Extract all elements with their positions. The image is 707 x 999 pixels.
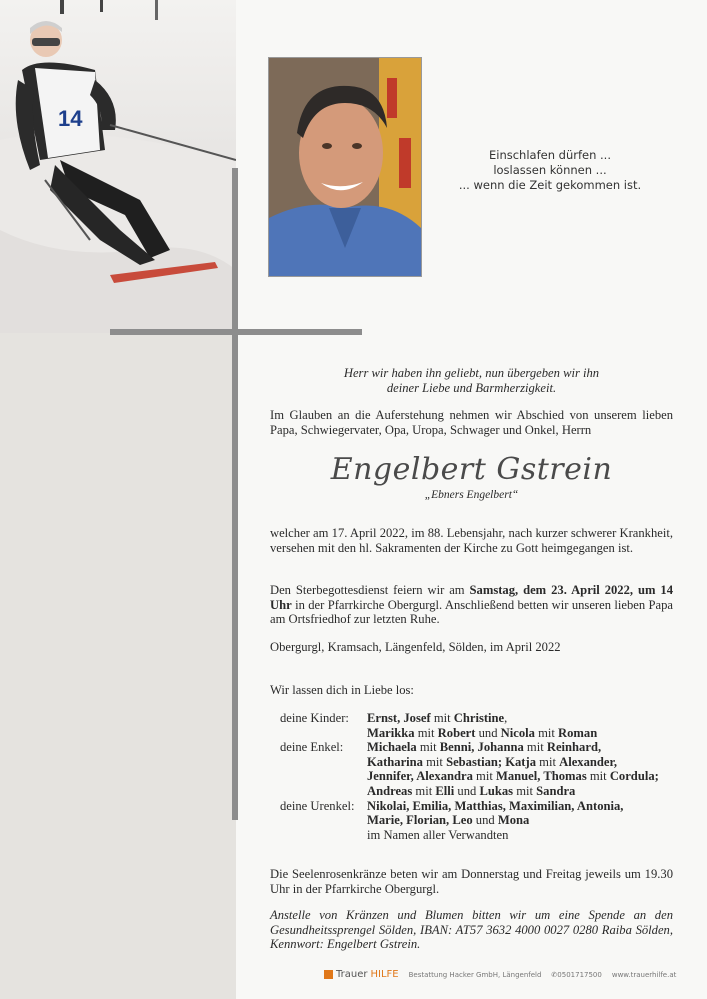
- family-label: deine Urenkel:: [280, 798, 355, 813]
- family-member-name: Marikka: [367, 725, 415, 740]
- family-member-name: Sandra: [536, 783, 576, 798]
- family-group-urenkel: [280, 799, 680, 828]
- footer-phone: [551, 971, 601, 979]
- family-member-name: Cordula;: [609, 769, 659, 784]
- funeral-prefix: Den Sterbegottesdienst feiern wir am: [270, 583, 470, 597]
- prayer-text: [270, 366, 673, 395]
- family-names: [367, 711, 680, 740]
- family-connector: mit: [513, 783, 537, 798]
- family-line: [367, 711, 680, 726]
- family-line: [367, 769, 680, 784]
- quote-line: Einschlafen dürfen ...: [488, 148, 611, 162]
- family-member-name: Benni, Johanna: [439, 740, 524, 755]
- logo-square-icon: [324, 970, 333, 979]
- family-member-name: Manuel, Thomas: [495, 769, 587, 784]
- family-member-name: Lukas: [479, 783, 514, 798]
- quote-block: [440, 148, 660, 193]
- family-names: [367, 799, 680, 828]
- family-member-name: Katja: [505, 754, 536, 769]
- family-connector: und: [472, 813, 498, 828]
- family-member-name: Mona: [497, 813, 530, 828]
- family-member-name: Jennifer, Alexandra: [367, 769, 473, 784]
- phone-icon: ✆: [551, 970, 558, 979]
- farewell-heading: Wir lassen dich in Liebe los:: [270, 683, 414, 697]
- svg-text:14: 14: [58, 106, 83, 131]
- family-line: [367, 740, 680, 755]
- family-connector: und: [475, 725, 501, 740]
- portrait-photo: [268, 57, 422, 277]
- family-connector: mit: [412, 783, 436, 798]
- footer-phone-number: 0501717500: [557, 970, 602, 979]
- family-connector: und: [454, 783, 480, 798]
- funeral-notice: [270, 583, 673, 627]
- cross-vertical-bar: [232, 168, 238, 820]
- family-member-name: Christine: [453, 711, 505, 725]
- family-member-name: Alexander,: [559, 754, 618, 769]
- family-names: [367, 740, 680, 798]
- family-list: [280, 711, 680, 842]
- logo-text-b: HILFE: [370, 969, 399, 980]
- family-connector: mit: [472, 769, 496, 784]
- family-member-name: Reinhard,: [546, 740, 602, 755]
- skier-photo: [0, 0, 236, 333]
- prayer-line: Herr wir haben ihn geliebt, nun übergeben wir ihn: [343, 366, 600, 380]
- family-member-name: Roman: [558, 725, 598, 740]
- quote-line: ... wenn die Zeit gekommen ist.: [458, 178, 642, 192]
- family-connector: mit: [586, 769, 610, 784]
- logo-text-a: Trauer: [336, 969, 368, 980]
- prayer-line: deiner Liebe und Barmherzigkeit.: [386, 380, 557, 395]
- family-connector: mit: [523, 740, 547, 755]
- family-line: [367, 784, 680, 799]
- family-connector: ,: [504, 711, 508, 725]
- family-member-name: Katharina: [367, 754, 423, 769]
- footer: [324, 969, 684, 980]
- relatives-line: im Namen aller Verwandten: [367, 827, 509, 842]
- family-member-name: Nicola: [500, 725, 535, 740]
- cross-horizontal-bar: [110, 329, 362, 335]
- family-line: [367, 813, 680, 828]
- footer-web[interactable]: www.trauerhilfe.at: [611, 970, 677, 979]
- place-date: Obergurgl, Kramsach, Längenfeld, Sölden, im April 2022: [270, 640, 561, 654]
- family-line: [367, 755, 680, 770]
- family-label: deine Enkel:: [280, 740, 344, 755]
- family-member-name: Nikolai, Emilia, Matthias, Maximilian, Antonia,: [367, 798, 624, 813]
- funeral-date-time: Samstag, dem 23. April 2022, um 14 Uhr: [270, 583, 673, 612]
- footer-company: Bestattung Hacker GmbH, Längenfeld: [408, 970, 542, 979]
- family-member-name: Marie, Florian, Leo: [367, 813, 473, 828]
- family-line: [367, 799, 680, 814]
- deceased-nickname: „Ebners Engelbert“: [424, 489, 519, 501]
- death-notice: welcher am 17. April 2022, im 88. Lebensjahr, nach kurzer schwerer Krankheit, versehen mit den hl. Sakramenten der Kirche zu Gott heimgegangen ist.: [270, 526, 673, 555]
- intro-text: Im Glauben an die Auferstehung nehmen wir Abschied von unserem lieben Papa, Schwiegervater, Opa, Uropa, Schwager und Onkel, Herrn: [270, 408, 673, 437]
- family-connector: mit: [416, 740, 440, 755]
- family-member-name: Ernst, Josef: [367, 711, 431, 725]
- quote-line: loslassen können ...: [493, 163, 607, 177]
- family-connector: mit: [430, 711, 454, 725]
- family-connector: mit: [534, 725, 559, 740]
- deceased-name: Engelbert Gstrein: [330, 452, 613, 487]
- family-label: deine Kinder:: [280, 711, 349, 725]
- family-group-enkel: [280, 740, 680, 798]
- family-member-name: Elli: [435, 783, 455, 798]
- family-relatives-row: [280, 828, 680, 843]
- donation-notice: Anstelle von Kränzen und Blumen bitten wir um eine Spende an den Gesundheitssprengel Sölden, IBAN: AT57 3632 4000 0027 0280 Raiba Sölden, Kennwort: Engelbert Gstrein.: [270, 908, 673, 952]
- family-line: [367, 726, 680, 741]
- family-connector: mit: [414, 725, 438, 740]
- family-connector: mit: [422, 754, 447, 769]
- family-member-name: Robert: [437, 725, 476, 740]
- family-member-name: Andreas: [367, 783, 413, 798]
- family-connector: mit: [536, 754, 560, 769]
- rosary-notice: Die Seelenrosenkränze beten wir am Donnerstag und Freitag jeweils um 19.30 Uhr in der Pfarrkirche Obergurgl.: [270, 867, 673, 896]
- family-member-name: Michaela: [367, 740, 417, 755]
- family-member-name: Sebastian;: [446, 754, 503, 769]
- family-group-kinder: [280, 711, 680, 740]
- funeral-home-logo: [324, 969, 399, 980]
- funeral-suffix: in der Pfarrkirche Obergurgl. Anschließend betten wir unseren lieben Papa am Ortsfriedhof zur letzten Ruhe.: [270, 597, 673, 627]
